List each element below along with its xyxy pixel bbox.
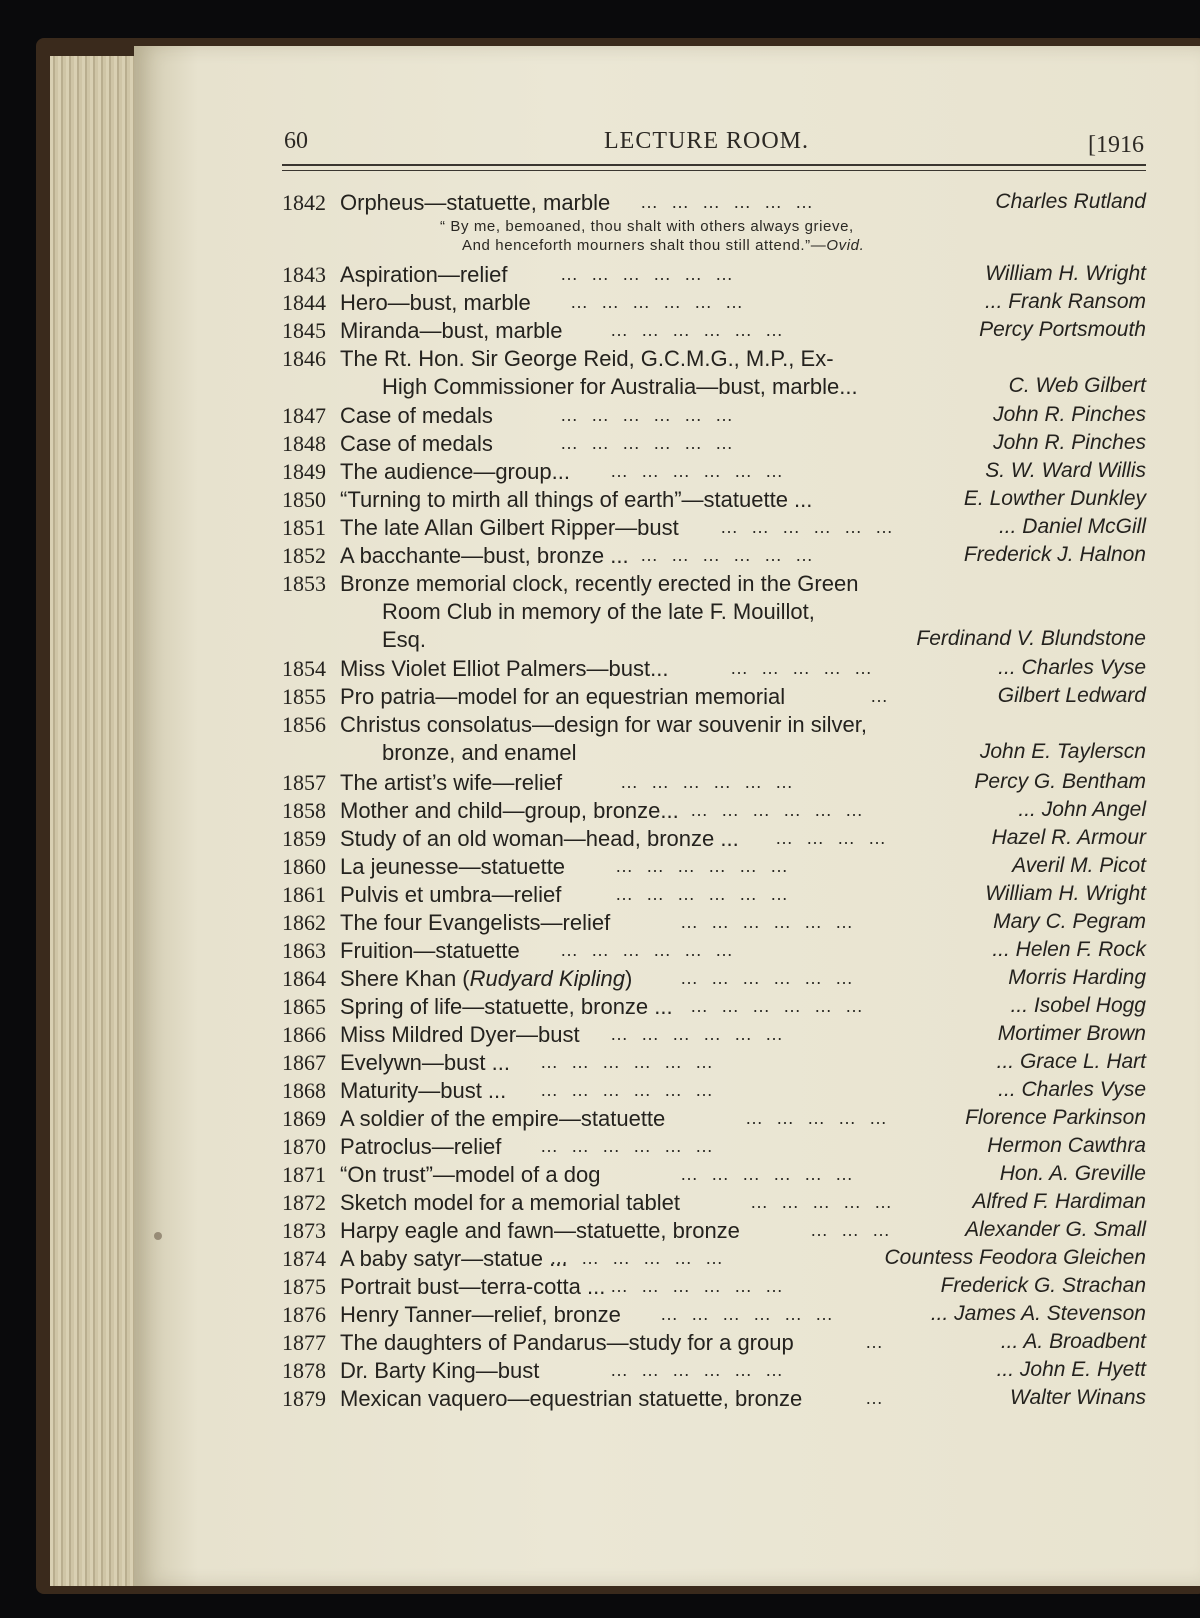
entry-number: 1863 <box>282 938 326 963</box>
leader-dots: … … … … … … <box>560 264 738 284</box>
entry-title-text: The artist’s wife—relief <box>340 770 563 795</box>
catalogue-entry <box>266 1358 1146 1386</box>
entry-artist: ... Charles Vyse <box>998 1078 1146 1101</box>
catalogue-entry <box>266 684 1146 712</box>
quote-line-1: “ By me, bemoaned, thou shalt with others always grieve, <box>440 218 854 235</box>
leader-dots: … … … … … … <box>540 1052 718 1072</box>
leader-dots: … … … … … … <box>680 968 858 988</box>
entry-title-text: Dr. Barty King—bust <box>340 1358 540 1383</box>
leader-dots: … … … … … … <box>560 940 738 960</box>
catalogue-entry <box>266 712 1146 765</box>
entry-artist: ... Charles Vyse <box>998 656 1146 679</box>
catalogue-entry <box>266 1218 1146 1246</box>
catalogue-entry <box>266 262 1146 290</box>
entry-title <box>340 854 565 880</box>
entry-number: 1874 <box>282 1246 326 1271</box>
catalogue-entry <box>266 826 1146 854</box>
entry-title-text: A bacchante—bust, bronze ... <box>340 543 629 568</box>
entry-title-text: Evelywn—bust ... <box>340 1050 510 1075</box>
entry-artist: William H. Wright <box>985 262 1146 285</box>
catalogue-entry <box>266 854 1146 882</box>
entry-title-text: The daughters of Pandarus—study for a group <box>340 1330 794 1355</box>
leader-dots: … … … <box>810 1220 895 1240</box>
entry-title <box>340 656 668 682</box>
leader-dots: … … … … … … <box>680 912 858 932</box>
catalogue-entry <box>266 938 1146 966</box>
entry-title <box>340 515 679 541</box>
entry-number: 1867 <box>282 1050 326 1075</box>
leader-dots: … … … … … … <box>640 545 818 565</box>
leader-dots: … … … … … … <box>620 772 798 792</box>
leader-dots: … … … … … … <box>690 800 868 820</box>
entry-title-text: The late Allan Gilbert Ripper—bust <box>340 515 679 540</box>
leader-dots: … <box>870 686 892 706</box>
entry-artist: Alexander G. Small <box>965 1218 1146 1241</box>
entry-artist: Frederick J. Halnon <box>963 543 1146 566</box>
entry-number: 1873 <box>282 1218 326 1243</box>
catalogue-entry <box>266 1302 1146 1330</box>
entry-title-text: Orpheus—statuette, marble <box>340 190 611 215</box>
header-rule <box>282 164 1146 166</box>
entry-artist: ... Frank Ransom <box>984 290 1146 313</box>
entry-title <box>340 1134 501 1160</box>
entry-artist: ... Helen F. Rock <box>992 938 1146 961</box>
catalogue-entry <box>266 190 1146 218</box>
leader-dots: … … … … <box>775 828 891 848</box>
entry-title <box>340 1106 665 1132</box>
entry-title-text: Bronze memorial clock, recently erected in the Green <box>340 571 859 596</box>
entry-artist: Averil M. Picot <box>1012 854 1146 877</box>
entry-artist: Mary C. Pegram <box>993 910 1146 933</box>
catalogue-entry <box>266 798 1146 826</box>
entry-number: 1866 <box>282 1022 326 1047</box>
entry-number: 1872 <box>282 1190 326 1215</box>
entry-artist: ... John E. Hyett <box>996 1358 1146 1381</box>
entry-title-text: Case of medals <box>340 431 493 456</box>
leader-dots: … … … … … … <box>550 1248 728 1268</box>
leader-dots: … … … … … … <box>615 884 793 904</box>
quote-attribution: Ovid. <box>826 237 865 254</box>
entry-title-text: Mother and child—group, bronze... <box>340 798 679 823</box>
leader-dots: … … … … … <box>745 1108 892 1128</box>
entry-title-end: ) <box>624 966 633 991</box>
entry-number: 1854 <box>282 656 326 681</box>
leader-dots: … <box>865 1332 887 1352</box>
entry-artist: John R. Pinches <box>993 403 1146 426</box>
catalogue-entry <box>266 910 1146 938</box>
entry-artist: Percy Portsmouth <box>979 318 1146 341</box>
catalogue-entry <box>266 966 1146 994</box>
entry-title-text: The Rt. Hon. Sir George Reid, G.C.M.G., M.P., Ex- <box>340 346 834 371</box>
entry-artist: Mortimer Brown <box>997 1022 1146 1045</box>
entry-number: 1877 <box>282 1330 326 1355</box>
leader-dots: … … … … … … <box>640 192 818 212</box>
catalogue-entry <box>266 543 1146 571</box>
entry-number: 1849 <box>282 459 326 484</box>
entry-number: 1879 <box>282 1386 326 1411</box>
entry-artist: Frederick G. Strachan <box>940 1274 1146 1297</box>
entry-title-text: The audience—group... <box>340 459 570 484</box>
entry-title-text: Miss Violet Elliot Palmers—bust... <box>340 656 669 681</box>
quote-line-2 <box>462 237 982 254</box>
year-mark: [1916 <box>1088 132 1144 158</box>
entry-title-text: Pulvis et umbra—relief <box>340 882 562 907</box>
catalogue-entry <box>266 1162 1146 1190</box>
entry-number: 1844 <box>282 290 326 315</box>
entry-number: 1878 <box>282 1358 326 1383</box>
entry-title-text: Christus consolatus—design for war souvenir in silver, <box>340 712 868 737</box>
header-rule-thin <box>282 170 1146 171</box>
entry-title-text: Aspiration—relief <box>340 262 508 287</box>
leader-dots: … … … … … … <box>610 1024 788 1044</box>
leader-dots: … … … … … … <box>560 433 738 453</box>
leader-dots: … … … … … … <box>560 405 738 425</box>
catalogue-entry <box>266 1078 1146 1106</box>
entry-title-text: Case of medals <box>340 403 493 428</box>
entry-title <box>340 712 867 738</box>
entry-title <box>340 1050 510 1076</box>
entry-title <box>340 1022 580 1048</box>
entry-title <box>340 770 562 796</box>
catalogue-entry <box>266 1106 1146 1134</box>
entry-title <box>340 403 493 429</box>
catalogue-entry <box>266 403 1146 431</box>
catalogue-entry <box>266 1274 1146 1302</box>
entry-title <box>340 318 563 344</box>
entry-title-text: Mexican vaquero—equestrian statuette, bronze <box>340 1386 803 1411</box>
entry-title <box>340 882 561 908</box>
entry-number: 1851 <box>282 515 326 540</box>
entry-title-text: “Turning to mirth all things of earth”—statuette ... <box>340 487 813 512</box>
entry-number: 1860 <box>282 854 326 879</box>
entry-title <box>340 966 632 992</box>
entry-title <box>340 994 673 1020</box>
entry-artist: E. Lowther Dunkley <box>963 487 1146 510</box>
entry-artist: Percy G. Bentham <box>974 770 1146 793</box>
entry-number: 1846 <box>282 346 326 371</box>
entry-number: 1870 <box>282 1134 326 1159</box>
entry-title <box>340 346 834 372</box>
entry-title <box>340 1162 600 1188</box>
entry-number: 1868 <box>282 1078 326 1103</box>
entry-title-text: Study of an old woman—head, bronze ... <box>340 826 739 851</box>
catalogue-entry <box>266 656 1146 684</box>
entry-number: 1845 <box>282 318 326 343</box>
entry-title-continued: Esq. <box>382 627 427 652</box>
entry-number: 1847 <box>282 403 326 428</box>
catalogue-entry <box>266 487 1146 515</box>
entry-artist: ... A. Broadbent <box>1000 1330 1146 1353</box>
catalogue-entry <box>266 1246 1146 1274</box>
entry-artist: Morris Harding <box>1008 966 1146 989</box>
entry-title-text: A baby satyr—statue ... <box>340 1246 568 1271</box>
entry-number: 1869 <box>282 1106 326 1131</box>
entry-title <box>340 571 858 597</box>
leader-dots: … … … … … … <box>610 461 788 481</box>
entry-title <box>340 1274 605 1300</box>
entry-artist: John E. Taylerscn <box>979 740 1146 763</box>
entry-artist: Hazel R. Armour <box>991 826 1146 849</box>
entry-title <box>340 1218 740 1244</box>
entry-artist: ... Daniel McGill <box>998 515 1146 538</box>
catalogue-entry <box>266 1134 1146 1162</box>
entry-title-continued: bronze, and enamel <box>382 740 577 765</box>
entry-artist: ... James A. Stevenson <box>930 1302 1146 1325</box>
entry-title-continued: Room Club in memory of the late F. Mouillot, <box>382 599 815 624</box>
entry-title-text: “On trust”—model of a dog <box>340 1162 601 1187</box>
entry-title <box>340 190 610 216</box>
entry-number: 1843 <box>282 262 326 287</box>
entry-artist: Alfred F. Hardiman <box>972 1190 1146 1213</box>
page-header <box>284 128 1144 164</box>
entry-title-text: Henry Tanner—relief, bronze <box>340 1302 621 1327</box>
entry-number: 1871 <box>282 1162 326 1187</box>
entry-artist: C. Web Gilbert <box>1008 374 1146 397</box>
catalogue-entry <box>266 290 1146 318</box>
entry-title <box>340 1190 680 1216</box>
entry-title <box>340 487 812 513</box>
entry-number: 1864 <box>282 966 326 991</box>
entry-artist: William H. Wright <box>985 882 1146 905</box>
entry-number: 1853 <box>282 571 326 596</box>
entry-artist: Walter Winans <box>1010 1386 1146 1409</box>
entry-title-continued: High Commissioner for Australia—bust, marble... <box>382 374 858 399</box>
entry-number: 1861 <box>282 882 326 907</box>
catalogue-entry <box>266 318 1146 346</box>
entry-title <box>340 1330 794 1356</box>
entry-artist: Gilbert Ledward <box>997 684 1146 707</box>
entry-number: 1856 <box>282 712 326 737</box>
catalogue-entry <box>266 770 1146 798</box>
leader-dots: … … … … … … <box>540 1080 718 1100</box>
leader-dots: … … … … … <box>750 1192 897 1212</box>
entry-number: 1857 <box>282 770 326 795</box>
entry-artist: ... John Angel <box>1018 798 1146 821</box>
leader-dots: … … … … … … <box>660 1304 838 1324</box>
leader-dots: … … … … … … <box>680 1164 858 1184</box>
entry-artist: ... Grace L. Hart <box>996 1050 1146 1073</box>
entry-number: 1852 <box>282 543 326 568</box>
entry-title-text: Harpy eagle and fawn—statuette, bronze <box>340 1218 740 1243</box>
leader-dots: … … … … … … <box>610 320 788 340</box>
entry-number: 1865 <box>282 994 326 1019</box>
leader-dots: … … … … … … <box>615 856 793 876</box>
entry-title-text: Sketch model for a memorial tablet <box>340 1190 680 1215</box>
entry-number: 1862 <box>282 910 326 935</box>
entry-title-text: Patroclus—relief <box>340 1134 502 1159</box>
catalogue-entry <box>266 459 1146 487</box>
entry-title-text: Spring of life—statuette, bronze ... <box>340 994 673 1019</box>
entry-artist: Florence Parkinson <box>965 1106 1146 1129</box>
entry-number: 1842 <box>282 190 326 215</box>
entry-title <box>340 1302 621 1328</box>
catalogue-entry <box>266 994 1146 1022</box>
entry-title-italic: Rudyard Kipling <box>469 966 625 991</box>
page-edges <box>50 56 146 1586</box>
entry-number: 1848 <box>282 431 326 456</box>
leader-dots: … … … … … … <box>570 292 748 312</box>
entry-title <box>340 1246 567 1272</box>
entry-artist: Charles Rutland <box>995 190 1146 213</box>
entry-title <box>340 290 531 316</box>
leader-dots: … … … … … <box>730 658 877 678</box>
entry-artist: S. W. Ward Willis <box>985 459 1146 482</box>
entry-number: 1859 <box>282 826 326 851</box>
entry-title-text: Shere Khan ( <box>340 966 470 991</box>
leader-dots: … … … … … … <box>720 517 898 537</box>
entry-artist: ... Isobel Hogg <box>1010 994 1146 1017</box>
page-stain <box>154 1232 162 1240</box>
entry-title <box>340 684 785 710</box>
entry-artist: Hon. A. Greville <box>999 1162 1146 1185</box>
entry-number: 1858 <box>282 798 326 823</box>
catalogue-entry <box>266 571 1146 652</box>
catalogue-entry <box>266 346 1146 399</box>
running-title: LECTURE ROOM. <box>604 128 809 154</box>
entry-title <box>340 543 629 569</box>
entry-title <box>340 431 493 457</box>
entry-title-text: Hero—bust, marble <box>340 290 531 315</box>
catalogue-entry <box>266 882 1146 910</box>
entry-artist: John R. Pinches <box>993 431 1146 454</box>
entry-number: 1876 <box>282 1302 326 1327</box>
entry-number: 1855 <box>282 684 326 709</box>
entry-title-text: A soldier of the empire—statuette <box>340 1106 666 1131</box>
entry-title <box>340 1358 539 1384</box>
entry-title <box>340 1078 506 1104</box>
entry-title-text: Miranda—bust, marble <box>340 318 563 343</box>
entry-title <box>340 459 570 485</box>
entry-title-text: La jeunesse—statuette <box>340 854 566 879</box>
entry-artist: Countess Feodora Gleichen <box>884 1246 1146 1269</box>
leader-dots: … … … … … … <box>610 1276 788 1296</box>
entry-title <box>340 1386 802 1412</box>
entry-number: 1850 <box>282 487 326 512</box>
catalogue-entry <box>266 431 1146 459</box>
entry-title <box>340 826 739 852</box>
catalogue-entry <box>266 1050 1146 1078</box>
entry-artist: Hermon Cawthra <box>987 1134 1146 1157</box>
leader-dots: … <box>865 1388 887 1408</box>
catalogue-entry <box>266 515 1146 543</box>
catalogue-entry <box>266 1190 1146 1218</box>
entry-title-text: Pro patria—model for an equestrian memorial <box>340 684 786 709</box>
catalogue-entry <box>266 1386 1146 1414</box>
entry-number: 1875 <box>282 1274 326 1299</box>
entry-title <box>340 938 520 964</box>
entry-title-text: Portrait bust—terra-cotta ... <box>340 1274 606 1299</box>
catalogue-entry <box>266 1330 1146 1358</box>
entry-artist: Ferdinand V. Blundstone <box>916 627 1146 650</box>
entry-title <box>340 910 610 936</box>
quote-text: And henceforth mourners shalt thou still attend.”— <box>462 237 827 254</box>
entry-title-text: Fruition—statuette <box>340 938 520 963</box>
entry-title <box>340 798 679 824</box>
catalogue-entry <box>266 1022 1146 1050</box>
entry-title-text: The four Evangelists—relief <box>340 910 611 935</box>
entry-title <box>340 262 508 288</box>
entry-title-text: Maturity—bust ... <box>340 1078 507 1103</box>
leader-dots: … … … … … … <box>690 996 868 1016</box>
leader-dots: … … … … … … <box>540 1136 718 1156</box>
page-number: 60 <box>284 128 308 154</box>
entry-title-text: Miss Mildred Dyer—bust <box>340 1022 580 1047</box>
leader-dots: … … … … … … <box>610 1360 788 1380</box>
